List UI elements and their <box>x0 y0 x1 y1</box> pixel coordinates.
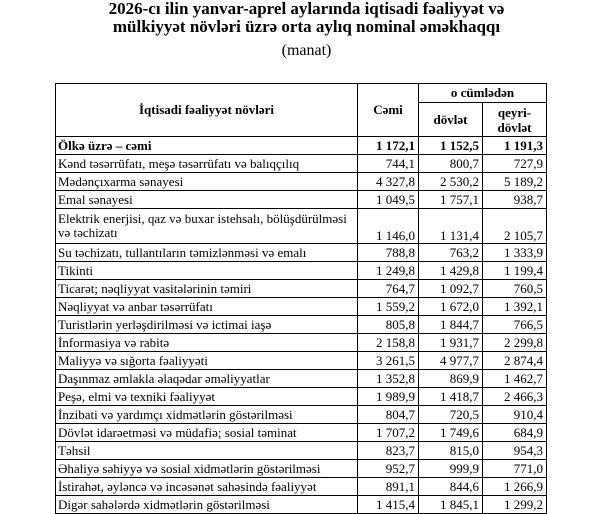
table-row <box>56 137 547 155</box>
row-label: Digər sahələrdə xidmətlərin göstərilməsi <box>56 496 358 514</box>
table-row <box>56 262 547 280</box>
header-state: dövlət <box>419 103 483 137</box>
row-label: Kənd təsərrüfatı, meşə təsərrüfatı və balıqçılıq <box>56 155 358 173</box>
cell-nonstate: 1 266,9 <box>483 478 547 496</box>
cell-state: 2 530,2 <box>419 173 483 191</box>
cell-state: 1 418,7 <box>419 388 483 406</box>
cell-nonstate: 771,0 <box>483 460 547 478</box>
cell-total: 1 249,8 <box>358 262 419 280</box>
table-row <box>56 424 547 442</box>
cell-state: 1 845,1 <box>419 496 483 514</box>
cell-total: 952,7 <box>358 460 419 478</box>
header-activity: İqtisadi fəaliyyət növləri <box>56 84 358 137</box>
table-row <box>56 496 547 514</box>
row-label: İstirahət, əyləncə və incəsənət sahəsində fəaliyyət <box>56 478 358 496</box>
cell-state: 800,7 <box>419 155 483 173</box>
cell-nonstate: 938,7 <box>483 191 547 209</box>
cell-total: 804,7 <box>358 406 419 424</box>
cell-state: 1 429,8 <box>419 262 483 280</box>
cell-total: 788,8 <box>358 244 419 262</box>
row-label: İnformasiya və rabitə <box>56 334 358 352</box>
cell-nonstate: 1 191,3 <box>483 137 547 155</box>
cell-state: 1 844,7 <box>419 316 483 334</box>
cell-nonstate: 2 466,3 <box>483 388 547 406</box>
cell-state: 1 757,1 <box>419 191 483 209</box>
table-body <box>56 137 547 514</box>
cell-total: 1 172,1 <box>358 137 419 155</box>
unit-label: (manat) <box>281 42 332 59</box>
cell-state: 844,6 <box>419 478 483 496</box>
table-row <box>56 388 547 406</box>
cell-state: 1 672,0 <box>419 298 483 316</box>
cell-total: 1 559,2 <box>358 298 419 316</box>
cell-state: 763,2 <box>419 244 483 262</box>
row-label: Tikinti <box>56 262 358 280</box>
table-row <box>56 155 547 173</box>
cell-total: 823,7 <box>358 442 419 460</box>
cell-total: 805,8 <box>358 316 419 334</box>
cell-nonstate: 1 392,1 <box>483 298 547 316</box>
table-row <box>56 298 547 316</box>
title-line-1: 2026-cı ilin yanvar-aprel aylarında iqtisadi fəaliyyət və <box>108 0 505 18</box>
row-label: Su təchizatı, tullantıların təmizlənməsi və emalı <box>56 244 358 262</box>
cell-nonstate: 727,9 <box>483 155 547 173</box>
row-label: Turistlərin yerləşdirilməsi və ictimai iaşə <box>56 316 358 334</box>
cell-state: 815,0 <box>419 442 483 460</box>
cell-total: 1 415,4 <box>358 496 419 514</box>
cell-nonstate: 760,5 <box>483 280 547 298</box>
cell-nonstate: 684,9 <box>483 424 547 442</box>
cell-nonstate: 1 462,7 <box>483 370 547 388</box>
table-row <box>56 406 547 424</box>
header-including: o cümlədən <box>419 84 547 103</box>
table-row <box>56 244 547 262</box>
table-row <box>56 316 547 334</box>
cell-state: 1 931,7 <box>419 334 483 352</box>
cell-state: 999,9 <box>419 460 483 478</box>
cell-nonstate: 1 333,9 <box>483 244 547 262</box>
row-label: Dövlət idarəetməsi və müdafiə; sosial təminat <box>56 424 358 442</box>
wage-table <box>55 83 547 514</box>
row-label: Peşə, elmi və texniki fəaliyyət <box>56 388 358 406</box>
cell-nonstate: 766,5 <box>483 316 547 334</box>
row-label: Ölkə üzrə – cəmi <box>56 137 358 155</box>
cell-nonstate: 2 299,8 <box>483 334 547 352</box>
cell-total: 1 989,9 <box>358 388 419 406</box>
table-row <box>56 352 547 370</box>
cell-total: 1 049,5 <box>358 191 419 209</box>
table-row <box>56 460 547 478</box>
table-row <box>56 280 547 298</box>
cell-nonstate: 954,3 <box>483 442 547 460</box>
cell-total: 4 327,8 <box>358 173 419 191</box>
cell-total: 1 707,2 <box>358 424 419 442</box>
cell-total: 3 261,5 <box>358 352 419 370</box>
row-label: Emal sənayesi <box>56 191 358 209</box>
row-label: Ticarət; nəqliyyat vasitələrinin təmiri <box>56 280 358 298</box>
row-label: Əhaliyə səhiyyə və sosial xidmətlərin göstərilməsi <box>56 460 358 478</box>
cell-state: 1 152,5 <box>419 137 483 155</box>
cell-nonstate: 2 105,7 <box>483 209 547 244</box>
cell-nonstate: 2 874,4 <box>483 352 547 370</box>
cell-nonstate: 1 299,2 <box>483 496 547 514</box>
table-row <box>56 191 547 209</box>
table-row <box>56 334 547 352</box>
header-nonstate: qeyri-dövlət <box>483 103 547 137</box>
cell-total: 2 158,8 <box>358 334 419 352</box>
table-row <box>56 442 547 460</box>
cell-total: 764,7 <box>358 280 419 298</box>
cell-state: 1 131,4 <box>419 209 483 244</box>
title-line-2: mülkiyyət növləri üzrə orta aylıq nominal əməkhaqqı <box>112 17 501 36</box>
cell-nonstate: 1 199,4 <box>483 262 547 280</box>
cell-state: 720,5 <box>419 406 483 424</box>
row-label: Maliyyə və sığorta fəaliyyəti <box>56 352 358 370</box>
cell-state: 1 749,6 <box>419 424 483 442</box>
cell-state: 1 092,7 <box>419 280 483 298</box>
cell-state: 4 977,7 <box>419 352 483 370</box>
table-row <box>56 478 547 496</box>
header-total: Cəmi <box>358 84 419 137</box>
table-row <box>56 370 547 388</box>
cell-total: 744,1 <box>358 155 419 173</box>
cell-nonstate: 5 189,2 <box>483 173 547 191</box>
row-label: Nəqliyyat və anbar təsərrüfatı <box>56 298 358 316</box>
table-row <box>56 209 547 244</box>
row-label: Təhsil <box>56 442 358 460</box>
cell-total: 1 352,8 <box>358 370 419 388</box>
cell-total: 891,1 <box>358 478 419 496</box>
table-row <box>56 173 547 191</box>
cell-state: 869,9 <box>419 370 483 388</box>
row-label: Daşınmaz əmlakla əlaqədar əməliyyatlar <box>56 370 358 388</box>
document-title <box>0 0 613 36</box>
cell-total: 1 146,0 <box>358 209 419 244</box>
row-label: Elektrik enerjisi, qaz və buxar istehsalı, bölüşdürülməsi və təchizatı <box>56 209 358 244</box>
cell-nonstate: 910,4 <box>483 406 547 424</box>
row-label: Mədənçıxarma sənayesi <box>56 173 358 191</box>
row-label: İnzibati və yardımçı xidmətlərin göstərilməsi <box>56 406 358 424</box>
